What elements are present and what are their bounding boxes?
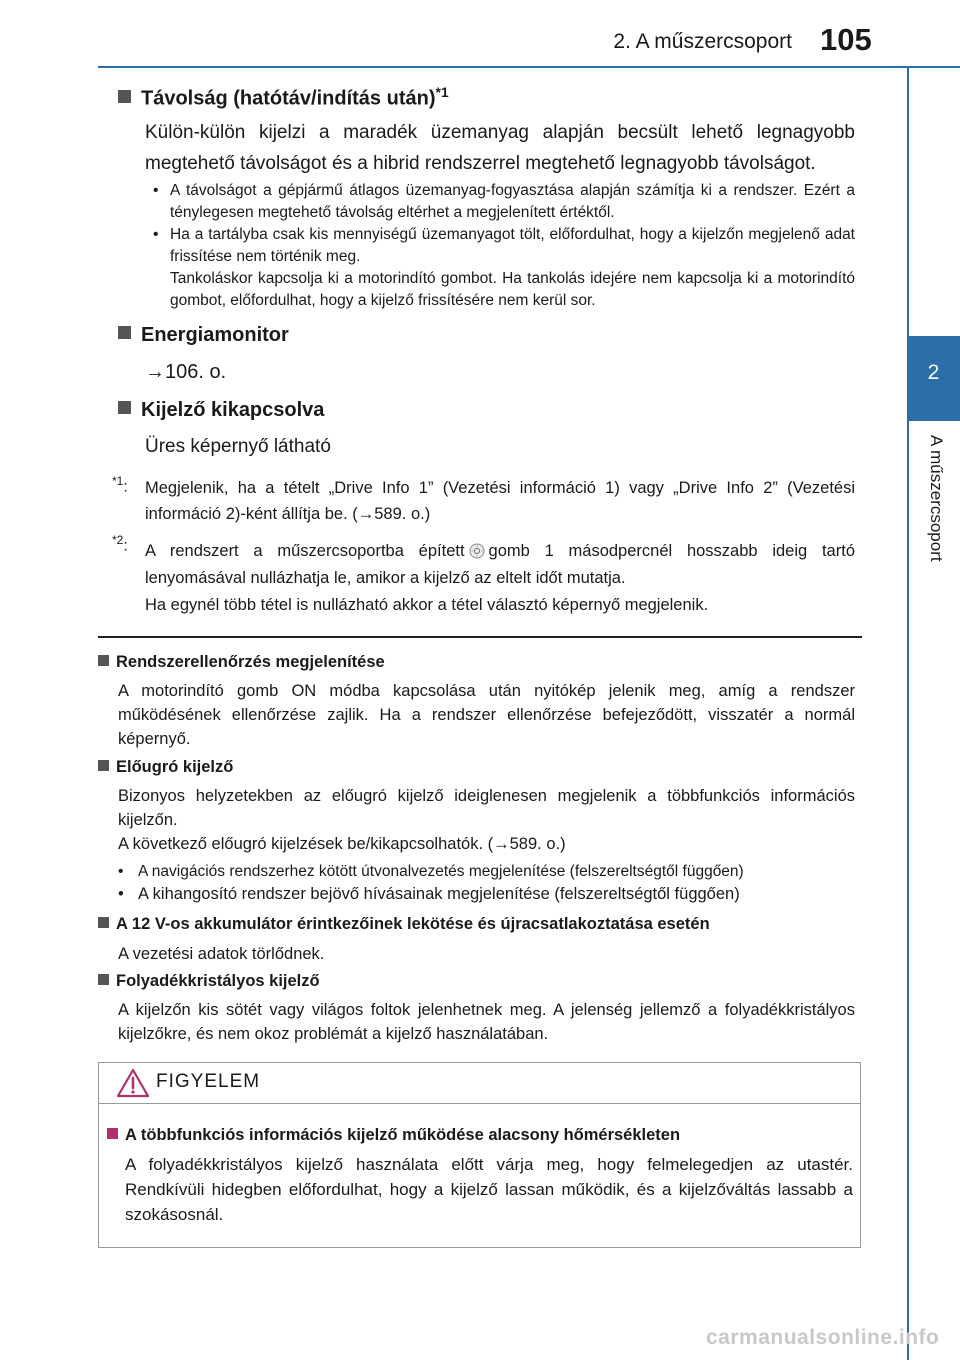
distance-bullets [153,180,855,312]
square-bullet-icon [107,1128,118,1139]
square-bullet-icon [118,401,131,414]
section-divider [98,636,862,638]
display-off-body: Üres képernyő látható [145,436,331,457]
footnote-2-text2: Ha egynél több tétel is nullázható akkor a tétel választó képernyő megjelenik. [145,596,709,614]
chapter-tab-label: A műszercsoport [927,435,946,562]
watermark: carmanualsonline.info [706,1326,940,1349]
warning-label: FIGYELEM [156,1071,261,1092]
footnote-1-text: Megjelenik, ha a tételt „Drive Info 1” (Vezetési információ 1) vagy „Drive Info 2” (Vezetési információ 2)-ként állítja be. (→589. o.) [145,479,855,523]
energy-heading [118,324,289,347]
warning-body: A folyadékkristályos kijelző használata előtt várja meg, hogy felmelegedjen az utastér. Rendkívüli hidegben előfordulhat, hogy a kijelző lassan működik, és a kijelzőváltás lassabb a szokásosnál. [125,1155,853,1224]
note-heading-battery: A 12 V-os akkumulátor érintkezőinek lekötése és újracsatlakoztatása esetén [98,915,710,934]
square-bullet-icon [98,760,109,771]
display-off-heading [118,399,324,422]
list-item: • A kihangosító rendszer bejövő hívásainak megjelenítése (felszereltségtől függően) [118,885,740,903]
bullet-text: Ha a tartályba csak kis mennyiségű üzemanyagot tölt, előfordulhat, hogy a kijelzőn megjelenő adat frissítése nem történik meg. [170,226,855,265]
note-heading-system-check: Rendszerellenőrzés megjelenítése [98,653,385,672]
list-item: • A navigációs rendszerhez kötött útvonalvezetés megjelenítése (felszereltségtől függően) [118,863,744,880]
reset-button-icon [469,543,485,559]
energy-page-link[interactable]: →106. o. [145,361,227,383]
footnote-2-mark: $^{*2}$: [112,533,128,555]
warning-box-rule [99,1103,860,1104]
warning-heading: A többfunkciós információs kijelző működése alacsony hőmérsékleten [107,1126,680,1145]
warning-triangle-icon [116,1068,150,1098]
header-rule [98,66,960,68]
side-rule [907,68,909,1360]
distance-title-sup: *1 [435,84,449,100]
footnote-1-mark: $^{*1}$: [112,474,128,496]
list-item: • A távolságot a gépjármű átlagos üzemanyag-fogyasztása alapján számítja ki a rendszer. Ezért a ténylegesen megtehető távolság eltérhet a megjelenített értéktől. [153,182,855,221]
note-body-battery: A vezetési adatok törlődnek. [118,945,325,963]
chapter-tab[interactable]: 2 [907,336,960,421]
square-bullet-icon [118,90,131,103]
bullet-continuation: Tankoláskor kapcsolja ki a motorindító gombot. Ha tankolás idejére nem kapcsolja ki a motorindító gombot, előfordulhat, hogy a kijelző frissítésére nem kerül sor. [170,270,855,309]
square-bullet-icon [118,326,131,339]
note-heading-lcd: Folyadékkristályos kijelző [98,972,320,991]
square-bullet-icon [98,655,109,666]
note-heading-popup: Előugró kijelző [98,758,233,777]
note-body-lcd: A kijelzőn kis sötét vagy világos foltok jelenhetnek meg. A jelenség jellemző a folyadékkristályos kijelzőkre, és nem okoz problémát a kijelző használatában. [118,1001,855,1043]
page-number: 105 [820,22,872,57]
distance-heading [118,84,449,111]
distance-body: Külön-külön kijelzi a maradék üzemanyag alapján becsült lehető legnagyobb megtehető távolságot és a hibrid rendszerrel megtehető legnagyobb távolságot. [145,122,855,174]
note-body-popup: Bizonyos helyzetekben az előugró kijelző ideiglenesen megjelenik a többfunkciós információs kijelzőn. A következő előugró kijelzések be/kikapcsolhatók. (→589. o.) [118,784,855,856]
note-bullets-popup [118,860,855,906]
section-title: 2. A műszercsoport [613,30,792,53]
bullet-text: A távolságot a gépjármű átlagos üzemanyag-fogyasztása alapján számítja ki a rendszer. Ezért a ténylegesen megtehető távolság eltérhet a megjelenített értéktől. [170,182,855,221]
footnote-2-text: A rendszert a műszercsoportba épített gomb 1 másodpercnél hosszabb ideig tartó lenyomásával nullázhatja le, amikor a kijelző az eltelt időt mutatja. Ha egynél több tétel is nullázható akkor a tétel választó képernyő megjelenik. [145,538,855,619]
display-off-title: Kijelző kikapcsolva [141,399,325,421]
energy-title: Energiamonitor [141,324,289,346]
list-item: • Ha a tartályba csak kis mennyiségű üzemanyagot tölt, előfordulhat, hogy a kijelzőn megjelenő adat frissítése nem történik meg. [153,226,855,265]
note-body-system-check: A motorindító gomb ON módba kapcsolása után nyitókép jelenik meg, amíg a rendszer működésének ellenőrzése zajlik. Ha a rendszer ellenőrzése befejeződött, visszatér a normál képernyő. [118,682,855,748]
square-bullet-icon [98,917,109,928]
popup-page-link: A következő előugró kijelzések be/kikapcsolhatók. (→589. o.) [118,835,566,853]
distance-title: Távolság (hatótáv/indítás után) [141,87,436,110]
square-bullet-icon [98,974,109,985]
